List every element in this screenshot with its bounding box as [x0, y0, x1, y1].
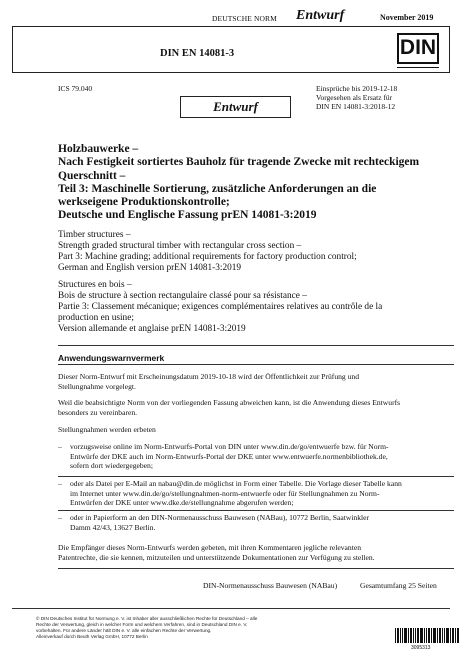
committee-name: DIN-Normenausschuss Bauwesen (NABau)	[203, 581, 338, 590]
objection-deadline	[316, 84, 456, 111]
document-code: 3095313	[411, 645, 431, 651]
notice-line: Stellungnahme vorgelegt.	[58, 381, 136, 391]
title-german	[58, 143, 454, 223]
divider-bullet	[58, 510, 454, 511]
copyright-notice	[36, 616, 366, 640]
page-count: Gesamtumfang 25 Seiten	[360, 581, 437, 590]
din-logo-underline	[397, 67, 439, 68]
publication-date: November 2019	[380, 13, 434, 22]
title-line: Structures en bois –	[58, 280, 132, 290]
objection-line: DIN EN 14081-3:2018-12	[316, 102, 396, 111]
bullet-line: sofern dort wiedergegeben;	[70, 461, 153, 471]
title-line: Bois de structure à section rectangulaire classé pour sa résistance –	[58, 291, 307, 302]
patent-notice	[58, 543, 454, 562]
draft-status-label: Entwurf	[296, 8, 345, 23]
objection-line: Einsprüche bis 2019-12-18	[316, 84, 398, 93]
notice-line: Patentrechte, die sie kennen, mitzuteilen und unterstützende Dokumentationen zur Verfügung zu stellen.	[58, 552, 375, 562]
standard-type-label: DEUTSCHE NORM	[212, 14, 277, 23]
barcode-icon	[395, 628, 459, 643]
notice-line: besonders zu vereinbaren.	[58, 407, 138, 417]
bullet-dash: –	[58, 442, 62, 451]
notice-heading: Anwendungswarnvermerk	[58, 353, 165, 363]
divider-bullet	[58, 476, 454, 477]
divider-heading	[58, 364, 454, 365]
title-line: Nach Festigkeit sortiertes Bauholz für tragende Zwecke mit rechteckigem	[58, 156, 420, 169]
copyright-line: Alleinverkauf durch Beuth Verlag GmbH, 10772 Berlin	[36, 633, 148, 639]
title-line: Version allemande et anglaise prEN 14081-3:2019	[58, 324, 246, 335]
title-line: Deutsche und Englische Fassung prEN 14081-3:2019	[58, 209, 317, 222]
title-line: Querschnitt –	[58, 169, 126, 182]
bullet-line: Damm 42/43, 13627 Berlin.	[70, 522, 156, 532]
ics-code: ICS 79.040	[58, 84, 93, 93]
title-french	[58, 280, 454, 335]
bullet-dash: –	[58, 479, 62, 488]
divider-bottom	[58, 568, 454, 569]
divider-top	[58, 345, 454, 346]
objection-line: Vorgesehen als Ersatz für	[316, 93, 393, 102]
copyright-line: © DIN Deutsches Institut für Normung e. V. ist Inhaber aller ausschließlichen Rechte für Deutschland – alle	[36, 616, 258, 621]
bullet-dash: –	[58, 513, 62, 522]
notice-paragraph	[58, 398, 454, 417]
title-line: werkseigene Produktionskontrolle;	[58, 196, 230, 209]
document-number: DIN EN 14081-3	[160, 48, 235, 59]
notice-line: Die Empfänger dieses Norm-Entwurfs werden gebeten, mit ihren Kommentaren jegliche relevanten	[58, 543, 362, 552]
title-line: German and English version prEN 14081-3:2019	[58, 263, 242, 274]
title-line: Timber structures –	[58, 230, 131, 240]
copyright-line: Rechte der Verwertung, gleich in welcher Form und welchem Verfahren, sind in Deutschland DIN e. V.	[36, 621, 248, 627]
title-line: Strength graded structural timber with rectangular cross section –	[58, 241, 302, 252]
title-line: production en usine;	[58, 313, 134, 324]
comments-requested: Stellungnahmen werden erbeten	[58, 425, 156, 434]
divider-footer	[12, 608, 450, 609]
draft-label-box: Entwurf	[180, 96, 291, 118]
notice-paragraph	[58, 372, 454, 391]
title-line: Holzbauwerke –	[58, 143, 139, 155]
din-logo: DIN	[397, 33, 439, 64]
title-line: Teil 3: Maschinelle Sortierung, zusätzliche Anforderungen an die	[58, 182, 377, 195]
notice-line: Weil die beabsichtigte Norm von der vorliegenden Fassung abweichen kann, ist die Anwendung dieses Entwurfs	[58, 398, 401, 407]
title-line: Partie 3: Classement mécanique; exigences complémentaires relatives au contrôle de la	[58, 302, 383, 313]
bullet-line: im Internet unter www.din.de/go/stellungnahmen-norm-entwuerfe oder für Stellungnahmen zu Norm-	[70, 488, 380, 498]
bullet-line: oder in Papierform an den DIN-Normenausschuss Bauwesen (NABau), 10772 Berlin, Saatwinkler	[70, 513, 370, 522]
title-english	[58, 230, 454, 274]
bullet-line: Entwürfe der DKE auch im Norm-Entwurfs-Portal der DKE unter www.entwuerfe.normenbibliothek.de,	[70, 451, 388, 461]
bullet-line: vorzugsweise online im Norm-Entwurfs-Portal von DIN unter www.din.de/go/entwuerfe bzw. für Norm-	[70, 442, 389, 451]
notice-line: Dieser Norm-Entwurf mit Erscheinungsdatum 2019-10-18 wird der Öffentlichkeit zur Prüfung und	[58, 372, 360, 381]
bullet-line: oder als Datei per E-Mail an nabau@din.de möglichst in Form einer Tabelle. Die Vorlage dieser Tabelle kann	[70, 479, 402, 488]
bullet-line: Entwürfen der DKE unter www.dke.de/stellungnahme abgerufen werden;	[70, 498, 294, 508]
copyright-line: vorbehalten. Für andere Länder hält DIN e. V. alle einfachen Rechte der Verwertung.	[36, 627, 212, 633]
title-line: Part 3: Machine grading; additional requirements for factory production control;	[58, 252, 357, 263]
